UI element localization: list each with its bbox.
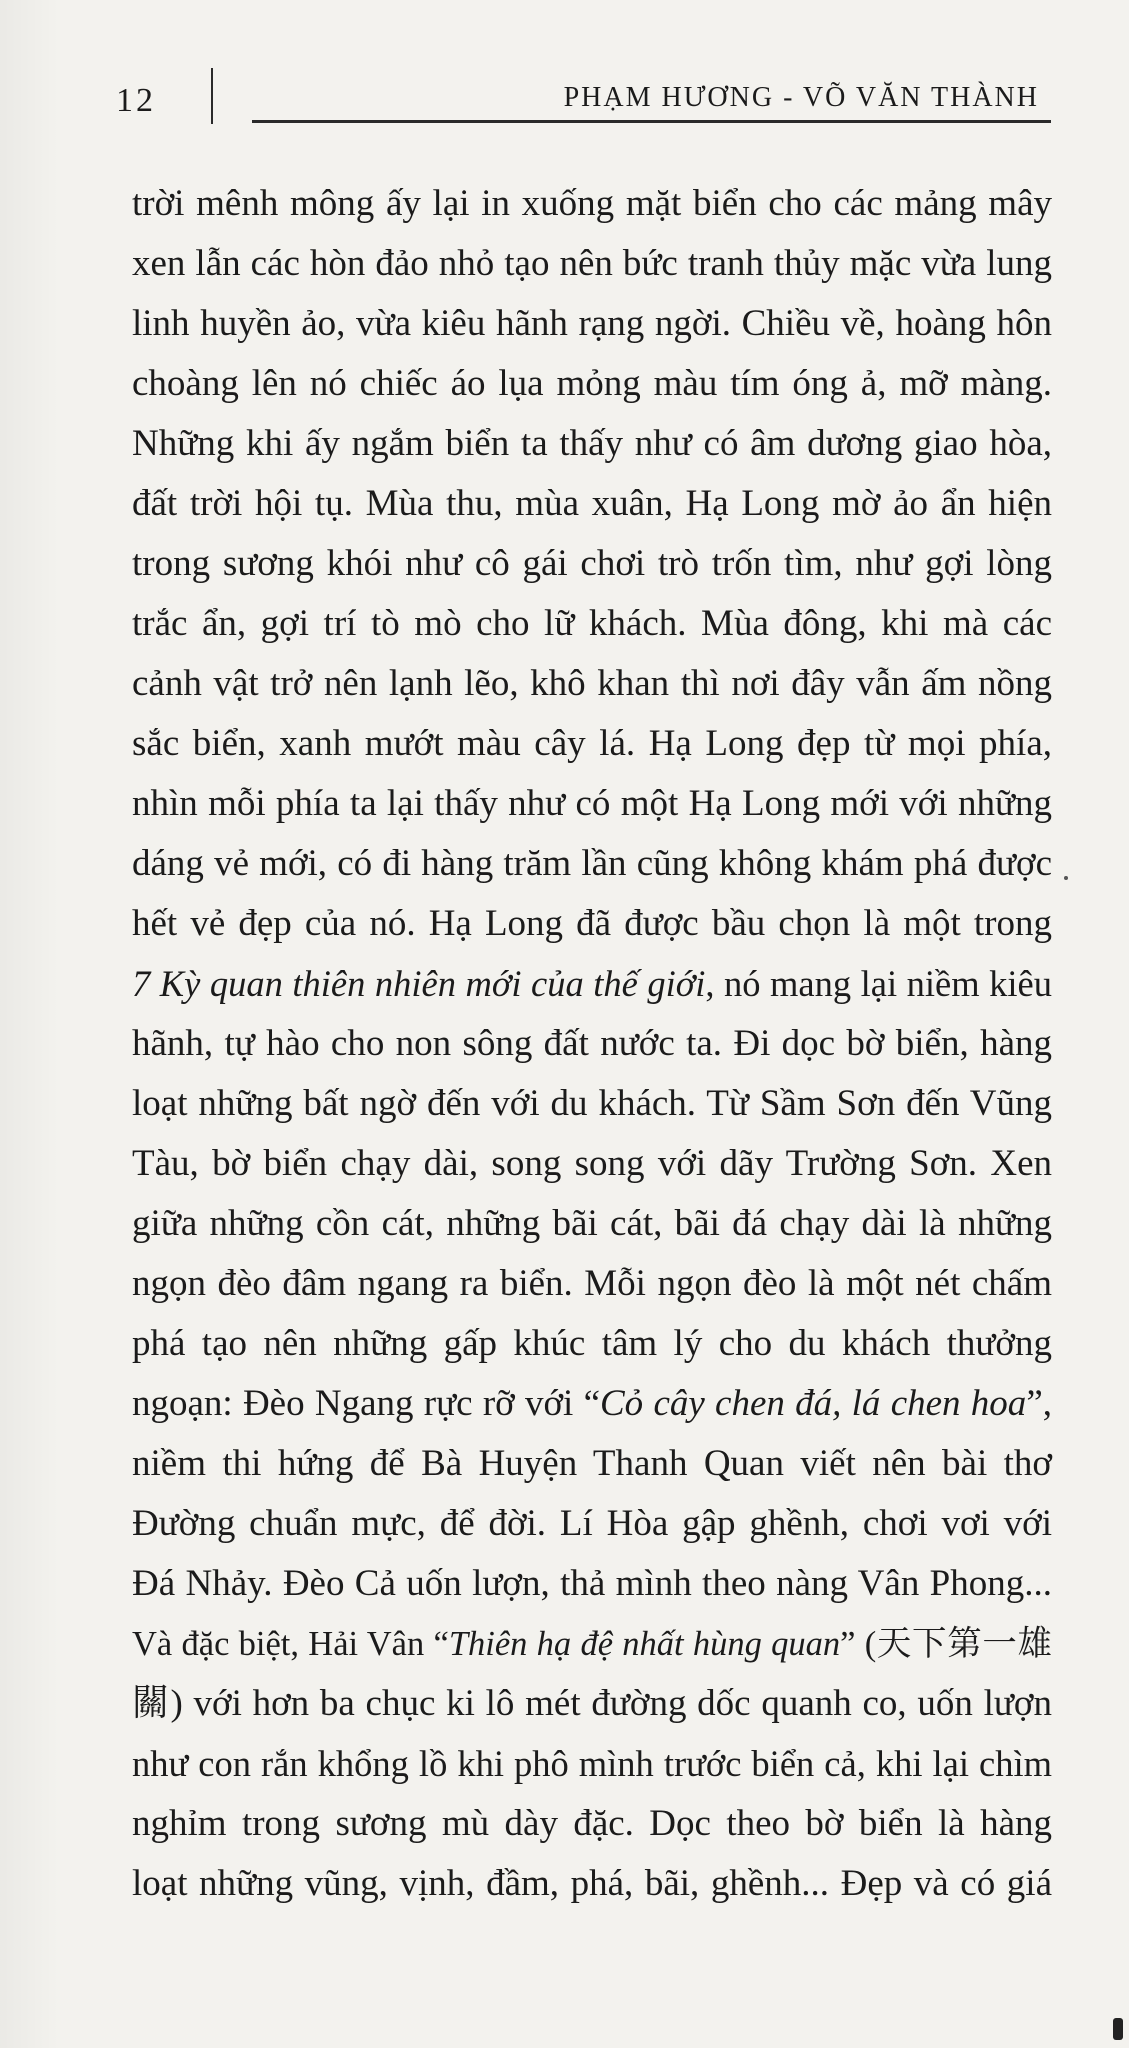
text-segment: Những khi ấy ngắm biển ta thấy như có âm dương giao hòa, xyxy=(132,423,1052,464)
text-line xyxy=(132,1494,1052,1554)
text-segment: hãnh, tự hào cho non sông đất nước ta. Đi dọc bờ biển, hàng xyxy=(132,1023,1052,1064)
text-segment: trong sương khói như cô gái chơi trò trốn tìm, như gợi lòng xyxy=(132,543,1052,584)
corner-mark xyxy=(1113,2018,1123,2040)
text-line xyxy=(132,1014,1052,1074)
text-line xyxy=(132,834,1052,894)
text-line xyxy=(132,294,1052,354)
text-segment: hết vẻ đẹp của nó. Hạ Long đã được bầu chọn là một trong xyxy=(132,903,1052,944)
text-segment: choàng lên nó chiếc áo lụa mỏng màu tím óng ả, mỡ màng. xyxy=(132,363,1052,404)
text-line xyxy=(132,534,1052,594)
text-line xyxy=(132,894,1052,954)
text-segment: Đường chuẩn mực, để đời. Lí Hòa gập ghềnh, chơi vơi với xyxy=(132,1503,1052,1544)
text-line xyxy=(132,1614,1052,1674)
text-line xyxy=(132,1434,1052,1494)
text-segment: đất trời hội tụ. Mùa thu, mùa xuân, Hạ Long mờ ảo ẩn hiện xyxy=(132,483,1052,524)
page-header xyxy=(0,60,1129,130)
text-line xyxy=(132,1074,1052,1134)
text-segment: dáng vẻ mới, có đi hàng trăm lần cũng không khám phá được xyxy=(132,843,1052,884)
italic-text: Thiên hạ đệ nhất hùng quan xyxy=(448,1625,841,1663)
text-segment: trắc ẩn, gợi trí tò mò cho lữ khách. Mùa đông, khi mà các xyxy=(132,603,1052,644)
text-line xyxy=(132,1794,1052,1854)
text-line xyxy=(132,234,1052,294)
text-line xyxy=(132,1194,1052,1254)
text-line xyxy=(132,1734,1052,1794)
margin-dot xyxy=(1064,876,1068,880)
text-segment: ngoạn: Đèo Ngang rực rỡ với “ xyxy=(132,1383,600,1424)
text-segment: linh huyền ảo, vừa kiêu hãnh rạng ngời. Chiều về, hoàng hôn xyxy=(132,303,1052,344)
text-segment: như con rắn khổng lồ khi phô mình trước biển cả, khi lại chìm xyxy=(132,1743,1052,1784)
text-line xyxy=(132,1134,1052,1194)
text-segment: xen lẫn các hòn đảo nhỏ tạo nên bức tranh thủy mặc vừa lung xyxy=(132,243,1052,284)
text-line xyxy=(132,1254,1052,1314)
text-line xyxy=(132,1314,1052,1374)
text-line xyxy=(132,954,1052,1014)
text-segment: cảnh vật trở nên lạnh lẽo, khô khan thì nơi đây vẫn ấm nồng xyxy=(132,663,1052,704)
text-segment: nhìn mỗi phía ta lại thấy như có một Hạ Long mới với những xyxy=(132,783,1052,824)
italic-text: Cỏ cây chen đá, lá chen hoa xyxy=(600,1383,1027,1424)
text-line xyxy=(132,414,1052,474)
text-line xyxy=(132,174,1052,234)
text-line xyxy=(132,1674,1052,1734)
running-head: PHẠM HƯƠNG - VÕ VĂN THÀNH xyxy=(563,82,1039,113)
text-segment: Và đặc biệt, Hải Vân “ xyxy=(132,1625,449,1663)
text-line xyxy=(132,1554,1052,1614)
text-line xyxy=(132,474,1052,534)
text-segment: ”, xyxy=(1026,1383,1052,1424)
text-segment: 關) với hơn ba chục ki lô mét đường dốc quanh co, uốn lượn xyxy=(132,1683,1052,1724)
text-segment: ngọn đèo đâm ngang ra biển. Mỗi ngọn đèo là một nét chấm xyxy=(132,1263,1052,1304)
text-line xyxy=(132,1374,1052,1434)
text-segment: , nó mang lại niềm kiêu xyxy=(705,963,1053,1004)
text-line xyxy=(132,654,1052,714)
text-line xyxy=(132,594,1052,654)
text-line xyxy=(132,714,1052,774)
header-rule xyxy=(252,120,1051,123)
page-number: 12 xyxy=(116,82,156,119)
text-line xyxy=(132,354,1052,414)
text-segment: Tàu, bờ biển chạy dài, song song với dãy Trường Sơn. Xen xyxy=(132,1143,1052,1184)
text-segment: phá tạo nên những gấp khúc tâm lý cho du khách thưởng xyxy=(132,1323,1052,1364)
text-segment: ” (天下第一雄 xyxy=(840,1625,1052,1663)
text-line xyxy=(132,774,1052,834)
text-segment: trời mênh mông ấy lại in xuống mặt biển cho các mảng mây xyxy=(132,183,1052,224)
header-divider xyxy=(211,68,213,124)
text-segment: loạt những vũng, vịnh, đầm, phá, bãi, ghềnh... Đẹp và có giá xyxy=(132,1863,1052,1904)
text-segment: sắc biển, xanh mướt màu cây lá. Hạ Long đẹp từ mọi phía, xyxy=(132,723,1052,764)
text-segment: Đá Nhảy. Đèo Cả uốn lượn, thả mình theo nàng Vân Phong... xyxy=(132,1563,1052,1604)
text-line xyxy=(132,1854,1052,1914)
body-text xyxy=(132,174,1052,1914)
text-segment: giữa những cồn cát, những bãi cát, bãi đá chạy dài là những xyxy=(132,1203,1052,1244)
text-segment: niềm thi hứng để Bà Huyện Thanh Quan viết nên bài thơ xyxy=(132,1443,1052,1484)
text-segment: loạt những bất ngờ đến với du khách. Từ Sầm Sơn đến Vũng xyxy=(132,1083,1052,1124)
text-segment: nghỉm trong sương mù dày đặc. Dọc theo bờ biển là hàng xyxy=(132,1803,1052,1844)
italic-text: 7 Kỳ quan thiên nhiên mới của thế giới xyxy=(132,963,706,1004)
